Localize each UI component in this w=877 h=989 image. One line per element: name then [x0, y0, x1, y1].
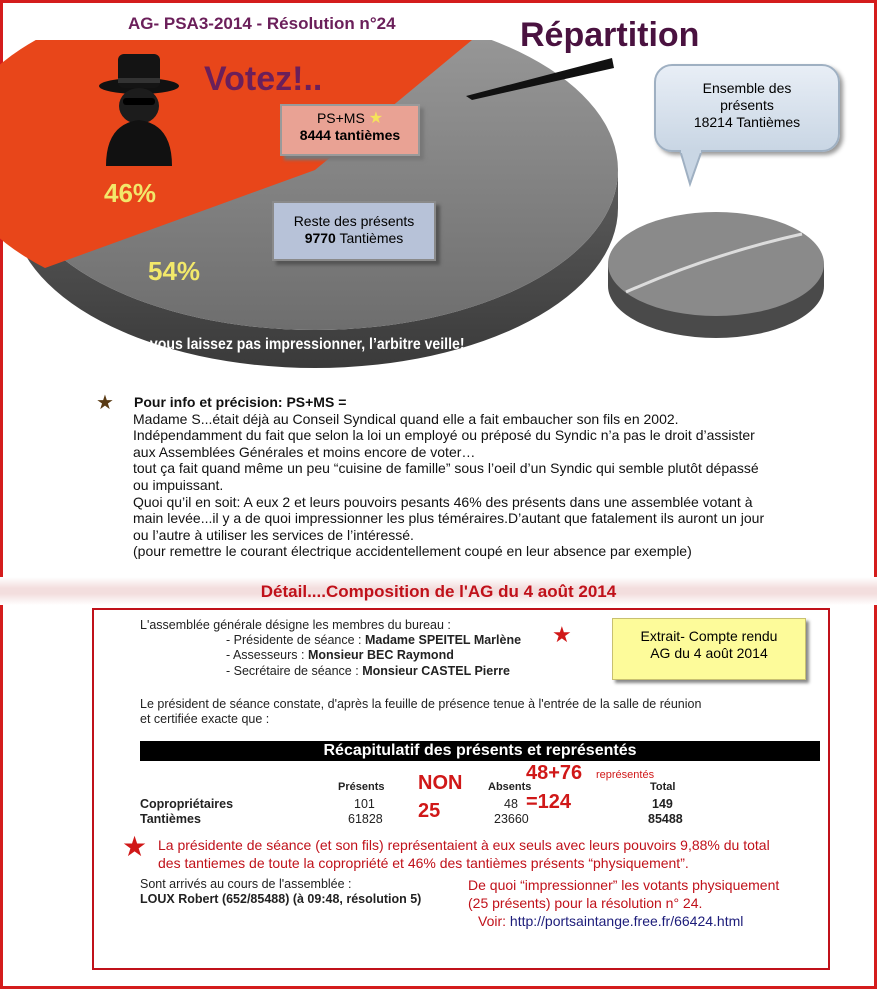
small-pie-chart: [602, 194, 830, 344]
bubble-line1: Ensemble des: [702, 80, 792, 96]
info-line: ou l’autre à utiliser les services de l’intéressé.: [133, 526, 414, 543]
note-line1: Extrait- Compte rendu: [640, 628, 778, 644]
doc-president-row: [226, 633, 521, 647]
pointer-arrow: [462, 54, 622, 104]
note-line2: AG du 4 août 2014: [650, 645, 768, 661]
row-copro-presents: 101: [354, 797, 375, 811]
star-note-line1: La présidente de séance (et son fils) représentaient à eux seuls avec leurs pouvoirs 9,88% du total: [158, 837, 770, 853]
name-president: Madame SPEITEL Marlène: [364, 633, 522, 647]
doc-secretaire-row: [226, 664, 510, 678]
extrait-note: [612, 618, 806, 680]
name-secretaire: Monsieur CASTEL Pierre: [362, 664, 510, 678]
row-tant-label: Tantièmes: [140, 812, 201, 826]
hooded-figure-icon: [96, 46, 182, 170]
page-title: AG- PSA3-2014 - Résolution n°24: [128, 14, 396, 33]
ensemble-bubble: [654, 64, 840, 152]
col-total: Total: [650, 781, 676, 793]
eq-label: =124: [526, 791, 572, 813]
psms-label: PS+MS: [316, 110, 365, 126]
representes-label: représentés: [596, 769, 655, 781]
psms-box: [280, 104, 420, 156]
reste-box: [272, 201, 436, 261]
row-copro-total: 149: [652, 797, 673, 811]
star-icon: ★: [368, 110, 384, 127]
bubble-tail: [676, 150, 716, 190]
doc-assesseur-row: [226, 648, 454, 662]
info-heading: Pour info et précision: PS+MS =: [134, 394, 347, 410]
repartition-heading: Répartition: [520, 16, 700, 54]
star-note-line2: des tantiemes de toute la copropriété et 46% des tantièmes présents “physiquement”.: [158, 855, 689, 871]
info-line: Indépendamment du fait que selon la loi un employé ou préposé du Syndic n’a pas le droit d’assister: [133, 427, 755, 444]
red-star-icon-2: ★: [122, 831, 148, 862]
arbitre-slogan: Ne vous laissez pas impressionner, l’arbitre veille!: [128, 336, 465, 353]
non-count: 25: [418, 800, 441, 822]
row-copro-absents: 48: [504, 797, 518, 811]
doc-arrives-name: LOUX Robert (652/85488) (à 09:48, résolution 5): [140, 892, 422, 906]
reste-value: 9770: [304, 230, 336, 246]
info-line: Quoi qu’il en soit: A eux 2 et leurs pouvoirs pesants 46% des présents dans une assemblée votant à: [133, 493, 753, 510]
name-assesseur: Monsieur BEC Raymond: [307, 648, 454, 662]
voir-row: [478, 912, 743, 930]
doc-intro: L'assemblée générale désigne les membres du bureau :: [140, 618, 451, 632]
votez-label: Votez!..: [204, 60, 323, 98]
info-line: aux Assemblées Générales et moins encore de voter…: [133, 443, 476, 460]
doc-constate-2: et certifiée exacte que :: [140, 712, 270, 726]
row-tant-presents: 61828: [348, 812, 383, 826]
bubble-line3: 18214 Tantièmes: [693, 114, 801, 130]
impress-line2: (25 présents) pour la résolution n° 24.: [468, 895, 703, 911]
detail-title: Détail....Composition de l'AG du 4 août 2014: [0, 577, 877, 605]
bubble-line2: présents: [720, 97, 774, 113]
row-tant-total: 85488: [648, 812, 683, 826]
col-presents: Présents: [338, 781, 385, 793]
doc-constate-1: Le président de séance constate, d'après la feuille de présence tenue à l'entrée de la salle de réunion: [140, 697, 702, 711]
brown-star-icon: ★: [96, 392, 114, 414]
red-star-icon: ★: [552, 622, 572, 647]
reste-unit: Tantièmes: [335, 230, 404, 246]
psms-value: 8444 tantièmes: [299, 127, 401, 143]
pct-46: 46%: [104, 178, 157, 208]
role-assesseur: - Assesseurs :: [226, 648, 308, 662]
info-block: [96, 394, 826, 560]
info-line: ou impuissant.: [133, 476, 224, 493]
role-secretaire: - Secrétaire de séance :: [226, 664, 363, 678]
info-line: main levée...il y a de quoi impressionner les plus téméraires.D’autant que fatalement ils auront un jour: [133, 510, 765, 527]
impress-line1: De quoi “impressionner” les votants physiquement: [468, 877, 780, 893]
voir-label: Voir:: [478, 913, 510, 929]
non-label: NON: [418, 772, 463, 794]
info-line: tout ça fait quand même un peu “cuisine de famille” sous l’oeil d’un Syndic qui semble plutôt dépassé: [133, 460, 759, 477]
recap-banner: Récapitulatif des présents et représentés: [140, 741, 820, 761]
info-line: (pour remettre le courant électrique accidentellement coupé en leur absence par exemple): [133, 543, 692, 560]
info-line: Madame S...était déjà au Conseil Syndical quand elle a fait embaucher son fils en 2002.: [133, 410, 679, 427]
row-copro-label: Copropriétaires: [140, 797, 234, 811]
row-tant-absents: 23660: [494, 812, 529, 826]
role-president: - Présidente de séance :: [226, 633, 365, 647]
site-link[interactable]: http://portsaintange.free.fr/66424.html: [509, 913, 744, 929]
plus-label: 48+76: [526, 762, 583, 784]
reste-label: Reste des présents: [293, 213, 415, 229]
pct-54: 54%: [148, 256, 201, 286]
col-absents: Absents: [488, 781, 532, 793]
doc-arrives: Sont arrivés au cours de l'assemblée :: [140, 877, 352, 891]
